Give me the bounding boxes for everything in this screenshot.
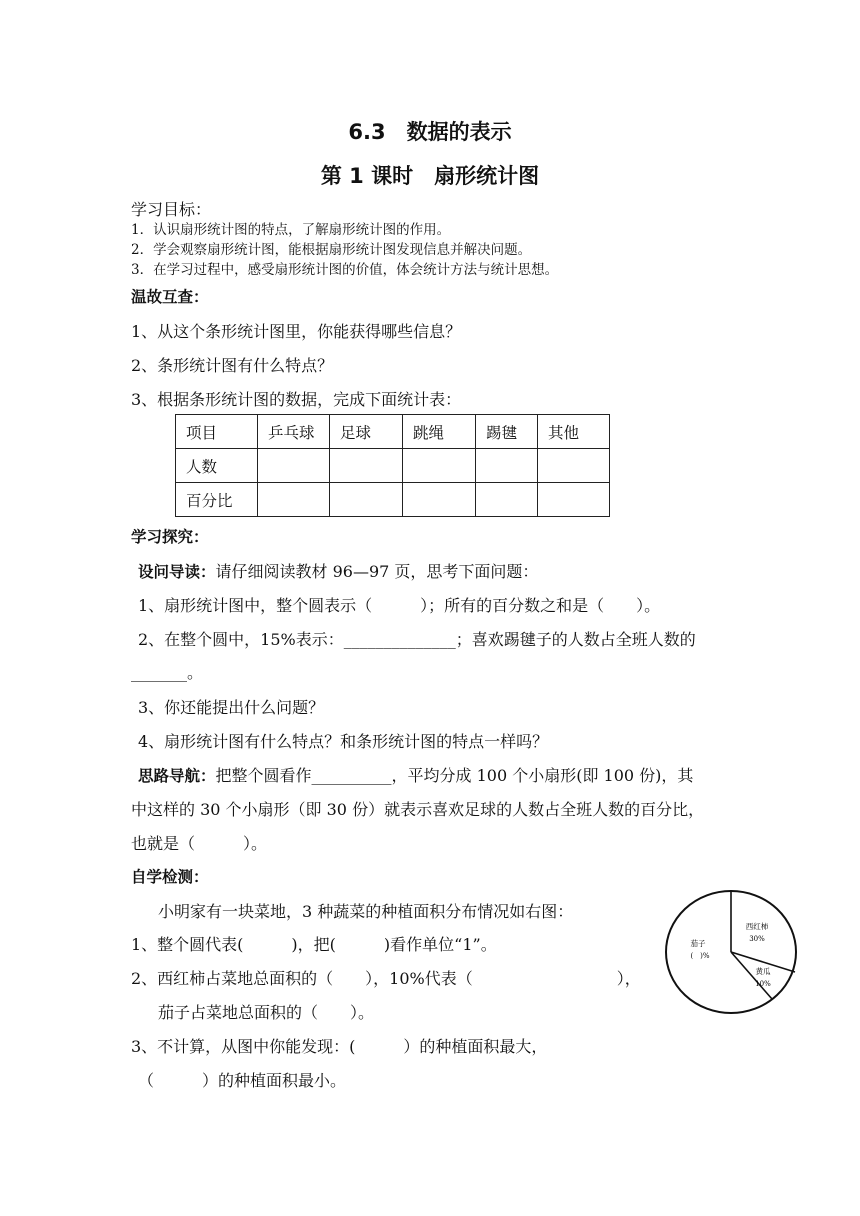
selftest-intro: 小明家有一块菜地，3 种蔬菜的种植面积分布情况如右图： bbox=[158, 902, 574, 921]
explore-question: 3、你还能提出什么问题？ bbox=[138, 698, 325, 717]
review-question: 1、从这个条形统计图里，你能获得哪些信息？ bbox=[131, 322, 462, 341]
table-cell-blank bbox=[330, 483, 403, 517]
explore-question: 2、在整个圆中，15%表示：______________；喜欢踢毽子的人数占全班人数的 bbox=[138, 630, 696, 649]
table-cell-blank bbox=[476, 449, 538, 483]
pie-value-tomato: 30% bbox=[749, 935, 765, 943]
selftest-question: 1、整个圆代表( )，把( )看作单位“1”。 bbox=[131, 935, 497, 954]
pie-label-cucumber: 黄瓜 bbox=[755, 967, 771, 976]
goal-item: 3．在学习过程中，感受扇形统计图的价值，体会统计方法与统计思想。 bbox=[131, 262, 559, 278]
guide-line bbox=[138, 559, 538, 582]
explore-question: 1、扇形统计图中，整个圆表示（ ）；所有的百分数之和是（ ）。 bbox=[138, 596, 661, 615]
goal-item: 1．认识扇形统计图的特点，了解扇形统计图的作用。 bbox=[131, 222, 451, 238]
explore-question: 4、扇形统计图有什么特点？和条形统计图的特点一样吗？ bbox=[138, 732, 549, 751]
table-header-cell: 足球 bbox=[330, 415, 403, 449]
page-title: 6.3 数据的表示 bbox=[348, 120, 512, 144]
hint-line-cont: 中这样的 30 个小扇形（即 30 份）就表示喜欢足球的人数占全班人数的百分比， bbox=[131, 800, 705, 819]
table-header-cell: 踢毽 bbox=[476, 415, 538, 449]
table-cell-blank bbox=[258, 449, 330, 483]
pie-label-tomato: 西红柿 bbox=[745, 922, 769, 931]
hint-line bbox=[138, 763, 693, 786]
selftest-question: 3、不计算，从图中你能发现：( ）的种植面积最大， bbox=[131, 1037, 548, 1056]
review-heading: 温故互查： bbox=[131, 288, 209, 306]
table-header-cell: 跳绳 bbox=[403, 415, 476, 449]
table-cell-blank bbox=[476, 483, 538, 517]
selftest-question-cont: （ ）的种植面积最小。 bbox=[138, 1071, 347, 1090]
hint-label: 思路导航： bbox=[138, 767, 216, 785]
table-row-label: 人数 bbox=[176, 449, 258, 483]
table-row-label: 百分比 bbox=[176, 483, 258, 517]
goal-item: 2．学会观察扇形统计图，能根据扇形统计图发现信息并解决问题。 bbox=[131, 242, 532, 258]
pie-chart bbox=[664, 888, 800, 1016]
table-row bbox=[176, 483, 610, 517]
hint-line-cont: 也就是（ ）。 bbox=[131, 834, 268, 853]
table-header-cell: 项目 bbox=[176, 415, 258, 449]
guide-text: 请仔细阅读教材 96—97 页，思考下面问题： bbox=[215, 562, 539, 581]
table-cell-blank bbox=[403, 483, 476, 517]
hint-text: 把整个圆看作__________，平均分成 100 个小扇形(即 100 份)，其 bbox=[215, 766, 694, 785]
selftest-question: 2、西红柿占菜地总面积的（ ），10%代表（ ）， bbox=[131, 969, 641, 988]
stat-table bbox=[175, 414, 610, 517]
explore-heading: 学习探究： bbox=[131, 528, 209, 546]
table-cell-blank bbox=[538, 449, 610, 483]
pie-label-eggplant: 茄子 bbox=[690, 939, 706, 948]
pie-value-eggplant: ( )% bbox=[690, 952, 710, 960]
table-cell-blank bbox=[403, 449, 476, 483]
table-cell-blank bbox=[330, 449, 403, 483]
selftest-question-cont: 茄子占菜地总面积的（ ）。 bbox=[158, 1003, 375, 1022]
table-header-cell: 其他 bbox=[538, 415, 610, 449]
pie-value-cucumber: 10% bbox=[755, 980, 771, 988]
selftest-heading: 自学检测： bbox=[131, 868, 209, 886]
review-question: 2、条形统计图有什么特点？ bbox=[131, 356, 334, 375]
goals-heading: 学习目标： bbox=[131, 200, 212, 219]
table-cell-blank bbox=[258, 483, 330, 517]
lesson-title: 第 1 课时 扇形统计图 bbox=[320, 164, 540, 188]
table-row bbox=[176, 415, 610, 449]
table-row bbox=[176, 449, 610, 483]
table-header-cell: 乒乓球 bbox=[258, 415, 330, 449]
explore-question-cont: _______。 bbox=[131, 663, 204, 682]
review-question: 3、根据条形统计图的数据，完成下面统计表： bbox=[131, 390, 462, 409]
guide-label: 设问导读： bbox=[138, 563, 216, 581]
table-cell-blank bbox=[538, 483, 610, 517]
